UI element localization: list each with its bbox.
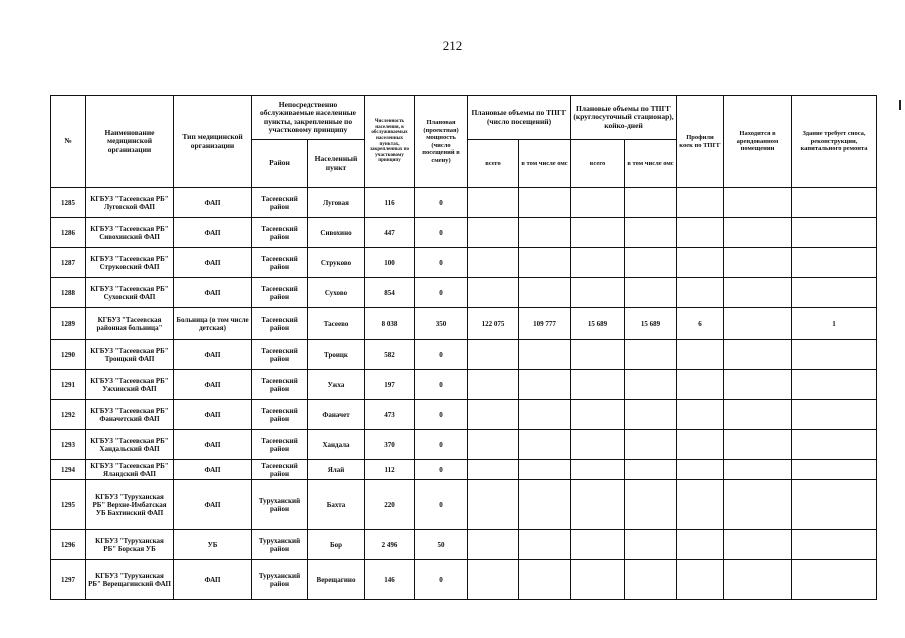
cell-inpatient-total [571,530,625,560]
table-row [51,400,877,430]
header-inpatient-oms: в том числе омс [625,140,677,188]
cell-inpatient-total [571,218,625,248]
cell-rented [724,218,792,248]
cell-district: Тасеевский район [252,370,308,400]
header-visits-total: всего [468,140,519,188]
cell-inpatient-oms [625,188,677,218]
cell-inpatient-oms [625,460,677,480]
cell-inpatient-oms [625,370,677,400]
cell-beds-profile [677,370,724,400]
cell-org-type: Больница (в том числе детская) [174,308,252,340]
cell-capacity: 0 [415,248,468,278]
cell-rented [724,430,792,460]
cell-settlement: Ялай [308,460,365,480]
cell-org-name: КГБУЗ "Тасеевская РБ" Хандальский ФАП [86,430,174,460]
cell-district: Тасеевский район [252,248,308,278]
cell-repair [792,430,877,460]
cell-org-name: КГБУЗ "Туруханская РБ" Верещагинский ФАП [86,560,174,600]
cell-population: 447 [365,218,415,248]
cell-beds-profile [677,278,724,308]
cell-rented [724,400,792,430]
cell-beds-profile [677,400,724,430]
cell-capacity: 0 [415,218,468,248]
header-district: Район [252,140,308,188]
cell-inpatient-total [571,188,625,218]
header-inpatient: Плановые объемы по ТПГГ (круглосуточный стационар), койко-дней [571,96,677,140]
cell-rented [724,480,792,530]
cell-org-type: ФАП [174,370,252,400]
cell-beds-profile: 6 [677,308,724,340]
cell-inpatient-total [571,340,625,370]
cell-capacity: 0 [415,480,468,530]
cell-capacity: 50 [415,530,468,560]
cell-repair [792,480,877,530]
cell-population: 100 [365,248,415,278]
table-row [51,340,877,370]
cell-district: Тасеевский район [252,400,308,430]
cell-rented [724,308,792,340]
header-capacity: Плановая (проектная) мощность (число посещений в смену) [415,96,468,188]
cell-inpatient-oms [625,248,677,278]
cell-beds-profile [677,460,724,480]
cell-population: 112 [365,460,415,480]
cell-visits-oms [519,560,571,600]
cell-org-type: ФАП [174,560,252,600]
cell-inpatient-oms [625,480,677,530]
cell-repair [792,400,877,430]
cell-population: 854 [365,278,415,308]
cell-org-name: КГБУЗ "Тасеевская РБ" Струковский ФАП [86,248,174,278]
cell-repair: 1 [792,308,877,340]
cell-row-number: 1290 [51,340,86,370]
table-body [51,188,877,600]
page-number: 212 [442,38,463,53]
cell-inpatient-total [571,460,625,480]
header-rented: Находится в арендованном помещении [724,96,792,188]
cell-row-number: 1286 [51,218,86,248]
cell-settlement: Луговая [308,188,365,218]
cell-inpatient-oms [625,430,677,460]
cell-beds-profile [677,530,724,560]
header-beds-profile: Профили коек по ТПГГ [677,96,724,188]
cell-row-number: 1291 [51,370,86,400]
cell-repair [792,370,877,400]
header-row-1 [51,96,877,140]
cell-visits-oms [519,400,571,430]
cell-visits-oms [519,340,571,370]
cell-beds-profile [677,218,724,248]
cell-visits-oms: 109 777 [519,308,571,340]
cell-district: Тасеевский район [252,460,308,480]
cell-inpatient-total: 15 689 [571,308,625,340]
header-inpatient-total: всего [571,140,625,188]
cell-capacity: 0 [415,400,468,430]
table-row [51,188,877,218]
table-row [51,530,877,560]
cell-settlement: Сухово [308,278,365,308]
cell-inpatient-total [571,248,625,278]
cell-beds-profile [677,340,724,370]
cell-district: Тасеевский район [252,278,308,308]
cell-repair [792,560,877,600]
cell-repair [792,218,877,248]
cell-visits-oms [519,430,571,460]
cell-rented [724,530,792,560]
scan-edge-mark [899,100,901,110]
cell-org-type: ФАП [174,188,252,218]
cell-population: 370 [365,430,415,460]
cell-visits-total [468,530,519,560]
cell-capacity: 0 [415,340,468,370]
cell-capacity: 0 [415,188,468,218]
cell-rented [724,560,792,600]
cell-visits-total [468,340,519,370]
cell-visits-total [468,218,519,248]
cell-row-number: 1287 [51,248,86,278]
cell-beds-profile [677,188,724,218]
cell-inpatient-oms [625,530,677,560]
cell-capacity: 0 [415,370,468,400]
cell-row-number: 1296 [51,530,86,560]
cell-capacity: 0 [415,560,468,600]
cell-settlement: Бахта [308,480,365,530]
cell-repair [792,188,877,218]
cell-row-number: 1294 [51,460,86,480]
cell-org-name: КГБУЗ "Тасеевская РБ" Троицкий ФАП [86,340,174,370]
cell-visits-oms [519,248,571,278]
cell-visits-total [468,188,519,218]
cell-visits-oms [519,460,571,480]
table-row [51,480,877,530]
cell-visits-oms [519,188,571,218]
table-row [51,370,877,400]
cell-org-type: ФАП [174,460,252,480]
cell-population: 8 038 [365,308,415,340]
cell-org-type: УБ [174,530,252,560]
cell-settlement: Тасеево [308,308,365,340]
medical-organizations-table [50,95,877,600]
cell-org-name: КГБУЗ "Тасеевская РБ" Ужхинский ФАП [86,370,174,400]
cell-rented [724,248,792,278]
cell-inpatient-total [571,370,625,400]
header-visits: Плановые объемы по ТПГГ (число посещений) [468,96,571,140]
cell-population: 116 [365,188,415,218]
cell-repair [792,278,877,308]
cell-rented [724,188,792,218]
cell-org-type: ФАП [174,248,252,278]
cell-district: Тасеевский район [252,308,308,340]
cell-settlement: Струково [308,248,365,278]
cell-visits-oms [519,218,571,248]
cell-beds-profile [677,560,724,600]
header-visits-oms: в том числе омс [519,140,571,188]
cell-row-number: 1289 [51,308,86,340]
cell-org-type: ФАП [174,218,252,248]
cell-inpatient-oms [625,218,677,248]
cell-org-type: ФАП [174,340,252,370]
cell-population: 473 [365,400,415,430]
cell-row-number: 1293 [51,430,86,460]
cell-visits-oms [519,530,571,560]
cell-visits-total [468,460,519,480]
cell-beds-profile [677,430,724,460]
cell-district: Туруханский район [252,480,308,530]
cell-inpatient-oms [625,278,677,308]
cell-org-type: ФАП [174,430,252,460]
cell-district: Тасеевский район [252,188,308,218]
cell-org-name: КГБУЗ "Туруханская РБ" Верхне-Имбатская УБ Бахтинский ФАП [86,480,174,530]
table-row [51,218,877,248]
cell-visits-oms [519,278,571,308]
cell-visits-total [468,400,519,430]
cell-rented [724,460,792,480]
cell-settlement: Троицк [308,340,365,370]
cell-org-name: КГБУЗ "Тасеевская РБ" Сивохинский ФАП [86,218,174,248]
cell-visits-total [468,370,519,400]
header-settlement: Населенный пункт [308,140,365,188]
cell-settlement: Хандала [308,430,365,460]
cell-inpatient-oms [625,400,677,430]
header-served-settlements: Непосредственно обслуживаемые населенные пункты, закрепленные по участковому принципу [252,96,365,140]
cell-capacity: 0 [415,460,468,480]
cell-visits-total: 122 075 [468,308,519,340]
cell-rented [724,370,792,400]
cell-inpatient-oms: 15 689 [625,308,677,340]
cell-visits-total [468,480,519,530]
cell-population: 220 [365,480,415,530]
cell-repair [792,340,877,370]
table-row [51,308,877,340]
cell-row-number: 1297 [51,560,86,600]
cell-population: 146 [365,560,415,600]
table-row [51,560,877,600]
cell-row-number: 1292 [51,400,86,430]
cell-row-number: 1288 [51,278,86,308]
cell-beds-profile [677,248,724,278]
cell-visits-total [468,560,519,600]
cell-org-name: КГБУЗ "Тасеевская РБ" Фаначетский ФАП [86,400,174,430]
cell-inpatient-total [571,560,625,600]
header-repair: Здание требует сноса, реконструкции, капитального ремонта [792,96,877,188]
cell-inpatient-total [571,480,625,530]
cell-visits-oms [519,370,571,400]
cell-district: Туруханский район [252,560,308,600]
cell-org-name: КГБУЗ "Тасеевская РБ" Яландский ФАП [86,460,174,480]
cell-district: Тасеевский район [252,430,308,460]
cell-org-type: ФАП [174,480,252,530]
cell-settlement: Фаначет [308,400,365,430]
cell-org-type: ФАП [174,278,252,308]
header-no: № [51,96,86,188]
cell-beds-profile [677,480,724,530]
header-org-name: Наименование медицинской организации [86,96,174,188]
cell-visits-total [468,278,519,308]
cell-org-name: КГБУЗ "Тасеевская районная больница" [86,308,174,340]
header-population: Численность населения, в обслуживаемых населенных пунктах, закрепленных по участковому принципу [365,96,415,188]
cell-district: Тасеевский район [252,340,308,370]
table-row [51,430,877,460]
table-row [51,248,877,278]
cell-rented [724,278,792,308]
cell-population: 582 [365,340,415,370]
cell-repair [792,530,877,560]
cell-settlement: Сивохино [308,218,365,248]
cell-inpatient-oms [625,340,677,370]
cell-inpatient-oms [625,560,677,600]
cell-org-name: КГБУЗ "Тасеевская РБ" Луговской ФАП [86,188,174,218]
table-row [51,460,877,480]
cell-settlement: Верещагино [308,560,365,600]
cell-org-name: КГБУЗ "Тасеевская РБ" Суховский ФАП [86,278,174,308]
cell-population: 2 496 [365,530,415,560]
cell-capacity: 0 [415,278,468,308]
cell-population: 197 [365,370,415,400]
cell-visits-total [468,430,519,460]
header-org-type: Тип медицинской организации [174,96,252,188]
cell-district: Тасеевский район [252,218,308,248]
cell-visits-oms [519,480,571,530]
cell-repair [792,248,877,278]
cell-inpatient-total [571,278,625,308]
cell-settlement: Ужха [308,370,365,400]
cell-row-number: 1295 [51,480,86,530]
cell-row-number: 1285 [51,188,86,218]
cell-rented [724,340,792,370]
table-row [51,278,877,308]
cell-org-name: КГБУЗ "Туруханская РБ" Борская УБ [86,530,174,560]
cell-capacity: 350 [415,308,468,340]
cell-capacity: 0 [415,430,468,460]
cell-inpatient-total [571,430,625,460]
cell-visits-total [468,248,519,278]
cell-repair [792,460,877,480]
cell-inpatient-total [571,400,625,430]
cell-org-type: ФАП [174,400,252,430]
cell-settlement: Бор [308,530,365,560]
cell-district: Туруханский район [252,530,308,560]
